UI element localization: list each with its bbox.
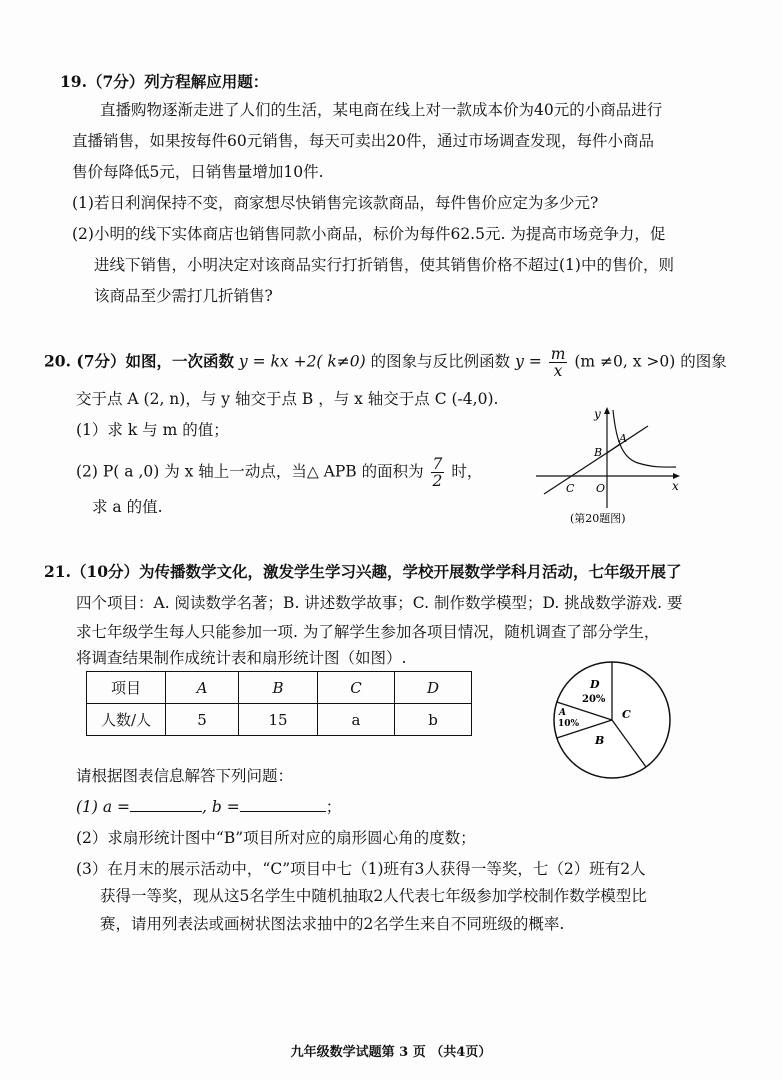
page-footer: 九年级数学试题第 3 页 （共4页） (290, 1045, 492, 1060)
table-cell: C (318, 672, 395, 704)
q19-part2: (2)小明的线下实体商店也销售同款小商品，标价为每件62.5元. 为提高市场竞争力，促 (72, 225, 666, 243)
answer-blank-b[interactable] (240, 797, 326, 812)
table-row (87, 672, 472, 704)
q21-sub3-line2: 获得一等奖，现从这5名学生中随机抽取2人代表七年级参加学校制作数学模型比 (100, 887, 647, 905)
q20-line2: 交于点 A (2, n)，与 y 轴交于点 B ，与 x 轴交于点 C (-4,0). (76, 390, 499, 408)
pie-label-d-percent: 20% (582, 694, 606, 705)
q21-text: 21.（10分）为传播数学文化，激发学生学习兴趣，学校开展数学学科月活动，七年级开展了 (44, 562, 682, 581)
y-axis-label: y (594, 407, 601, 421)
q19-text-line: 售价每降低5元，日销售量增加10件. (72, 163, 324, 181)
q20-part2 (76, 456, 482, 489)
q21-line1 (44, 562, 682, 582)
x-axis-label: x (672, 479, 679, 493)
pie-label-c: C (622, 708, 631, 721)
q20-header-mid: 的图象与反比例函数 (370, 352, 511, 371)
table-header-cell: 人数/人 (87, 704, 166, 736)
table-cell: a (318, 704, 395, 736)
answer-blank-a[interactable] (130, 797, 202, 812)
q19-text-line: 直播购物逐渐走进了人们的生活，某电商在线上对一款成本价为40元的小商品进行 (100, 101, 663, 119)
table-cell: D (395, 672, 472, 704)
q19-part1: (1)若日利润保持不变，商家想尽快销售完该款商品，每件售价应定为多少元? (72, 194, 599, 212)
area-fraction (431, 456, 445, 489)
table-row (87, 704, 472, 736)
fraction-denominator: 2 (432, 472, 443, 490)
pie-label-b: B (595, 734, 605, 747)
q19-text-line: 该商品至少需打几折销售? (94, 287, 273, 305)
pie-label-a-percent: 10% (558, 719, 580, 729)
q21-sub2: (2）求扇形统计图中“B”项目所对应的扇形圆心角的度数； (76, 829, 476, 847)
q20-part2-line2: 求 a 的值. (92, 498, 163, 516)
sub1-b-label: , b = (202, 798, 240, 816)
pie-chart (550, 658, 674, 782)
origin-label: O (596, 482, 606, 495)
table-cell: 5 (166, 704, 239, 736)
inverse-function-fraction (549, 346, 568, 379)
q20-header-lead: 20. (7分）如图，一次函数 (44, 351, 234, 371)
q21-prompt: 请根据图表信息解答下列问题： (76, 767, 294, 785)
point-c-label: C (566, 482, 575, 495)
q20-part2-tail: 时， (451, 462, 483, 481)
q20-part2-lead: (2) P( a ,0) 为 x 轴上一动点，当△ APB 的面积为 (76, 462, 424, 481)
table-cell: B (239, 672, 318, 704)
table-header-cell: 项目 (87, 672, 166, 704)
q20-function-graph (530, 400, 690, 528)
q20-header (44, 346, 727, 379)
linear-function: y = kx +2( k≠0) (238, 352, 366, 371)
point-b-label: B (594, 446, 603, 459)
q21-sub3-line1: (3）在月末的展示活动中，“C”项目中七（1)班有3人获得一等奖，七（2）班有2人 (76, 860, 646, 878)
sub1-a-label: (1) a = (76, 798, 131, 816)
q20-part1: (1）求 k 与 m 的值； (76, 421, 229, 439)
inverse-function-lhs: y = (515, 352, 542, 371)
q21-line4: 将调查结果制作成统计表和扇形统计图（如图）. (76, 649, 407, 667)
q19-text-line: 进线下销售，小明决定对该商品实行打折销售，使其销售价格不超过(1)中的售价，则 (94, 256, 674, 274)
table-cell: A (166, 672, 239, 704)
y-axis-arrow-icon (604, 407, 610, 414)
q21-sub3-line3: 赛，请用列表法或画树状图法求抽中的2名学生来自不同班级的概率. (100, 915, 565, 933)
point-a-label: A (619, 432, 627, 445)
q19-text-line: 直播销售，如果按每件60元销售，每天可卖出20件，通过市场调查发现，每件小商品 (72, 132, 654, 150)
sub1-end: ； (325, 798, 342, 816)
segment-ba (607, 444, 620, 453)
stats-table (86, 671, 472, 736)
q21-line3: 求七年级学生每人只能参加一项. 为了解学生参加各项目情况，随机调查了部分学生， (76, 623, 660, 641)
figure-caption: (第20题图) (570, 512, 626, 525)
pie-label-a: A (559, 708, 566, 718)
fraction-denominator: x (553, 362, 563, 380)
q21-sub1 (76, 797, 341, 817)
table-cell: b (395, 704, 472, 736)
fraction-numerator: m (550, 345, 566, 363)
q19-header: 19.（7分）列方程解应用题： (60, 72, 269, 91)
table-cell: 15 (239, 704, 318, 736)
fraction-numerator: 7 (432, 455, 443, 473)
pie-label-d: D (590, 678, 600, 691)
q20-header-tail: (m ≠0, x >0) 的图象 (574, 352, 727, 371)
q21-line2: 四个项目：A. 阅读数学名著；B. 讲述数学故事；C. 制作数学模型；D. 挑战数学游戏. 要 (76, 594, 683, 612)
